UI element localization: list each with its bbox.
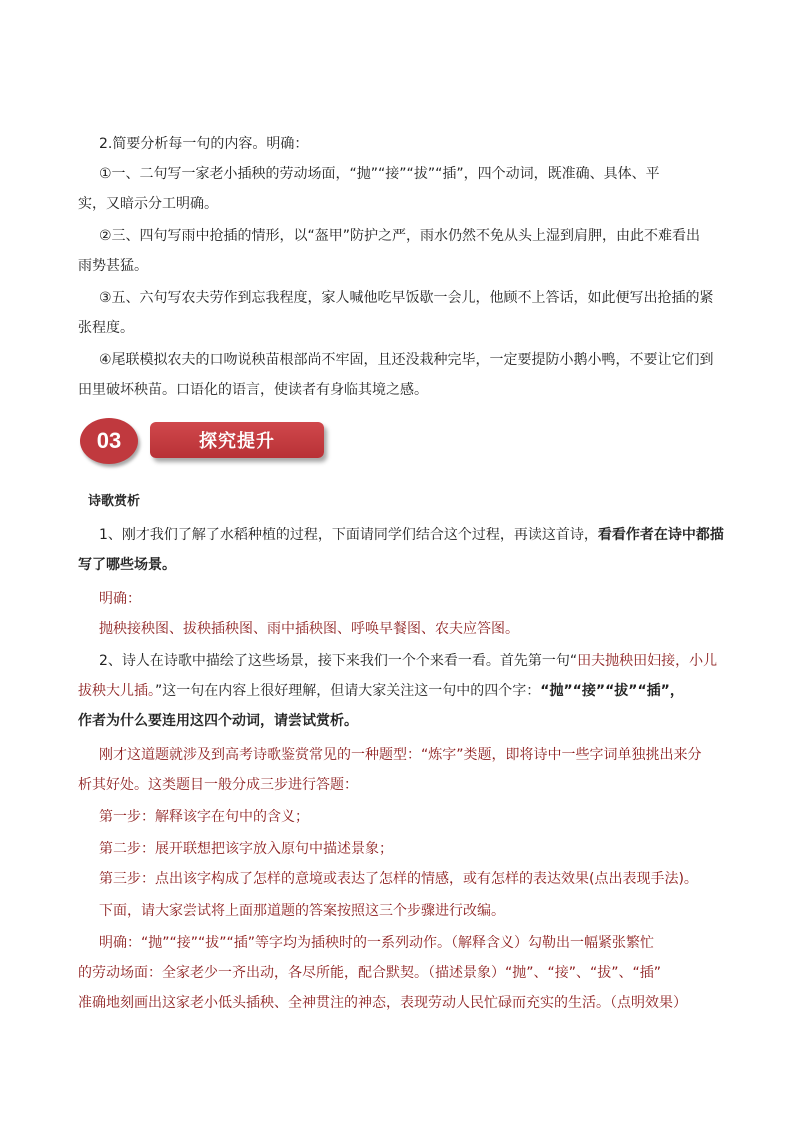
step-2: 第二步：展开联想把该字放入原句中描述景象； [99,841,393,857]
analysis-line-1a: ①一、二句写一家老小插秧的劳动场面，“抛”“接”“拔”“插”，四个动词，既准确、具体、平 [99,166,660,182]
question-1-emphasis: 看看作者在诗中都描 [597,527,724,543]
analysis-line-4b: 田里破坏秧苗。口语化的语言，使读者有身临其境之感。 [78,382,428,398]
next-instruction: 下面，请大家尝试将上面那道题的答案按照这三个步骤进行改编。 [99,903,505,919]
question-2-poem-a: 田夫抛秧田妇接，小儿 [577,653,718,669]
question-1-line-2: 写了哪些场景。 [78,557,176,573]
method-line-2: 析其好处。这类题目一般分成三步进行答题： [78,777,358,793]
analysis-line-2a: ②三、四句写雨中抢插的情形，以“盔甲”防护之严，雨水仍然不免从头上湿到肩胛，由此不难看出 [99,228,701,244]
question-2-verbs: “抛”“接”“拔”“插”， [540,683,684,699]
section-title: 探究提升 [199,431,275,452]
step-1: 第一步：解释该字在句中的含义； [99,809,309,825]
answer-1-label: 明确： [99,591,141,607]
question-2-line-1 [99,646,727,676]
analysis-line-2b: 雨势甚猛。 [78,258,148,274]
question-1-line-1 [99,520,727,550]
question-2-poem-b: 拔秧大儿插。 [78,683,155,699]
answer-2-line-3: 准确地刻画出这家老小低头插秧、全神贯注的神态，表现劳动人民忙碌而充实的生活。（点明效果） [78,995,687,1011]
section-title-bar [150,422,324,458]
answer-1-text: 抛秧接秧图、拔秧插秧图、雨中插秧图、呼唤早餐图、农夫应答图。 [99,621,519,637]
question-2-text-b: ”这一句在内容上很好理解，但请大家关注这一句中的四个字： [155,683,541,699]
answer-2-line-1: 明确：“抛”“接”“拔”“插”等字均为插秧时的一系列动作。（解释含义）勾勒出一幅紧张繁忙 [99,935,655,951]
subheading: 诗歌赏析 [88,494,141,509]
section-header [80,418,330,466]
analysis-heading: 2.简要分析每一句的内容。明确： [99,136,309,152]
analysis-line-3a: ③五、六句写农夫劳作到忘我程度，家人喊他吃早饭歇一会儿，他顾不上答话，如此便写出抢插的紧 [99,290,714,306]
question-2-line-3 [78,706,706,736]
question-2-text-d: 请尝试赏析。 [274,713,358,729]
analysis-line-3b: 张程度。 [78,320,134,336]
step-3: 第三步：点出该字构成了怎样的意境或表达了怎样的情感，或有怎样的表达效果(点出表现手法)。 [99,871,698,887]
question-1-text: 1、刚才我们了解了水稻种植的过程，下面请同学们结合这个过程，再读这首诗， [99,527,598,543]
section-number: 03 [96,428,122,453]
question-2-text-c: 作者为什么要连用这四个动词， [78,713,274,729]
question-2-line-2 [78,676,706,706]
question-2-text-a: 2、诗人在诗歌中描绘了这些场景，接下来我们一个个来看一看。首先第一句“ [99,653,578,669]
section-number-badge [80,418,138,464]
analysis-line-4a: ④尾联模拟农夫的口吻说秧苗根部尚不牢固，且还没栽种完毕，一定要提防小鹅小鸭，不要让它们到 [99,352,714,368]
answer-2-line-2: 的劳动场面：全家老少一齐出动，各尽所能，配合默契。（描述景象）“抛”、“接”、“拔”、“插” [78,965,662,981]
analysis-line-1b: 实，又暗示分工明确。 [78,196,218,212]
method-line-1: 刚才这道题就涉及到高考诗歌鉴赏常见的一种题型：“炼字”类题，即将诗中一些字词单独挑出来分 [99,747,702,763]
